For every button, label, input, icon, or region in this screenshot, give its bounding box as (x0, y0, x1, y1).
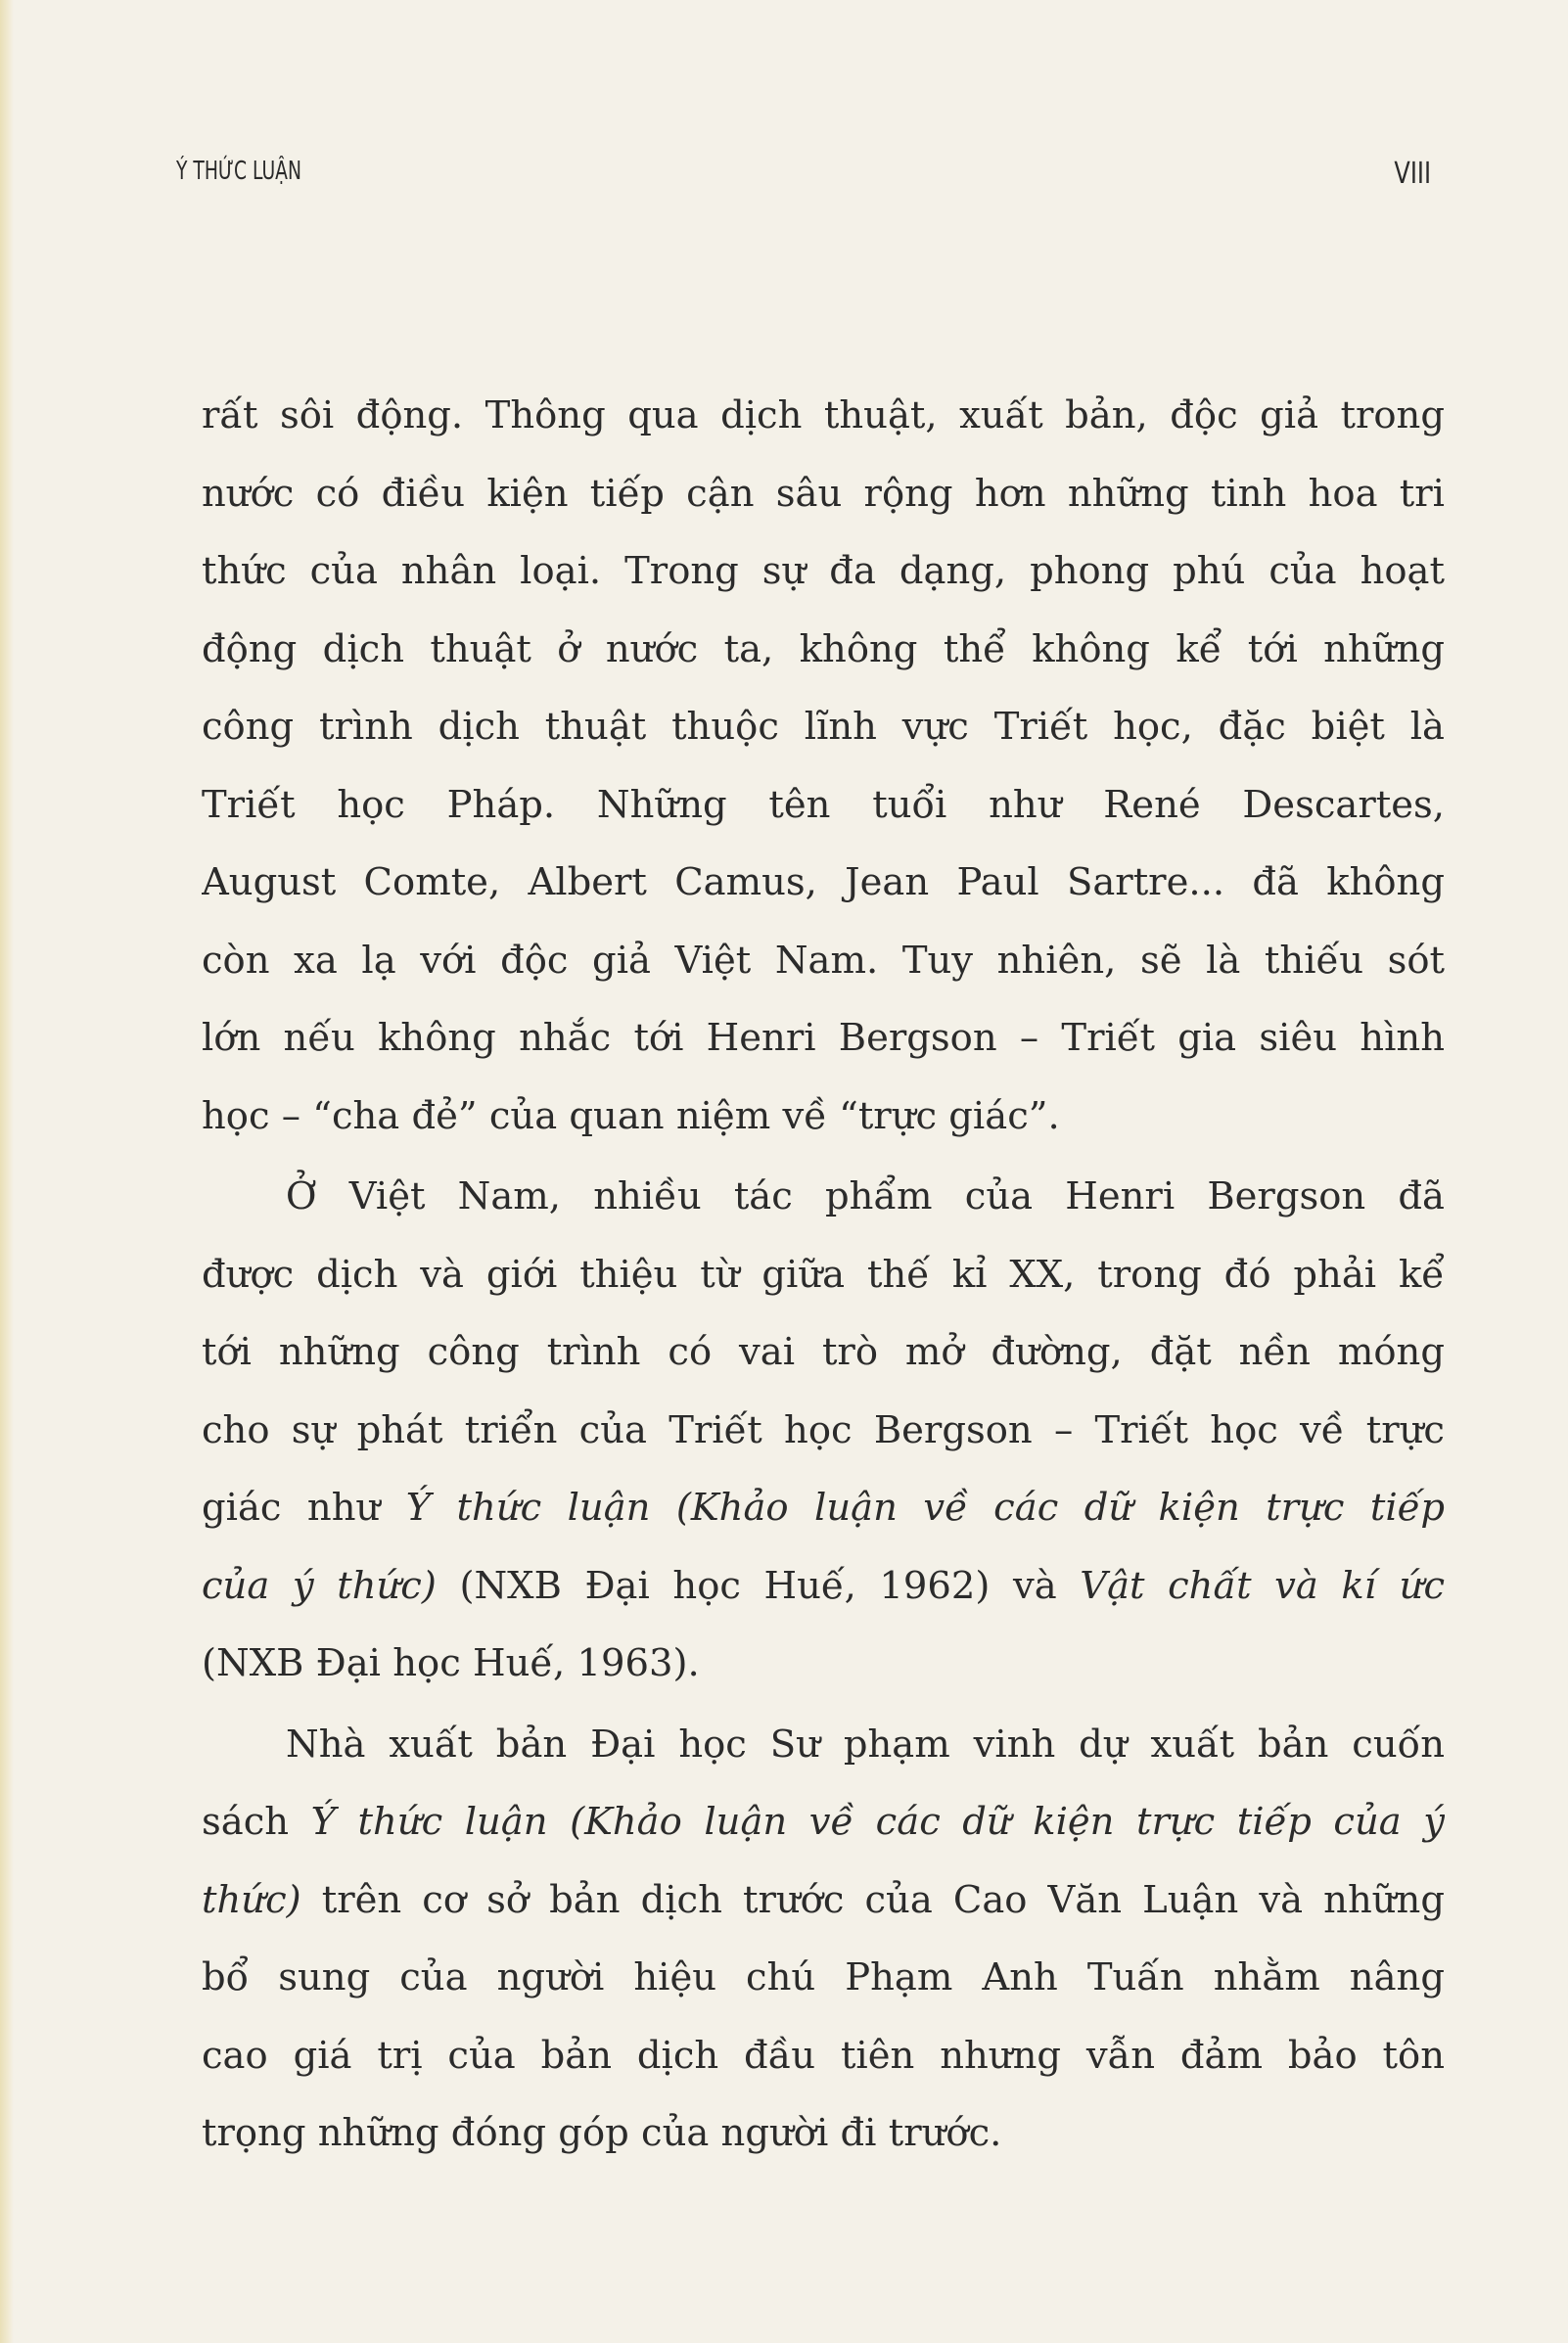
text-line: được dịch và giới thiệu từ giữa thế kỉ XX, trong đó phải kể (202, 1252, 1445, 1297)
text-run: trên cơ sở bản dịch trước của Cao Văn Luận và những (300, 1877, 1445, 1922)
text-line: động dịch thuật ở nước ta, không thể không kể tới những (202, 626, 1445, 671)
text-line: nước có điều kiện tiếp cận sâu rộng hơn những tinh hoa tri (202, 471, 1445, 516)
text-line: còn xa lạ với độc giả Việt Nam. Tuy nhiên, sẽ là thiếu sót (202, 938, 1445, 983)
page-header (176, 157, 1431, 215)
page-number: VIII (1394, 157, 1431, 191)
page-edge (0, 0, 14, 2343)
text-line (202, 1861, 1445, 1940)
paragraph-3 (202, 1706, 1445, 2173)
text-line: bổ sung của người hiệu chú Phạm Anh Tuấn nhằm nâng (202, 1955, 1445, 1999)
text-line: cao giá trị của bản dịch đầu tiên nhưng vẫn đảm bảo tôn (202, 2033, 1445, 2078)
text-line: Ở Việt Nam, nhiều tác phẩm của Henri Bergson đã (286, 1174, 1445, 1218)
paragraph-1 (202, 377, 1445, 1155)
text-line: trọng những đóng góp của người đi trước. (202, 2111, 1002, 2155)
text-line: lớn nếu không nhắc tới Henri Bergson – Triết gia siêu hình (202, 1016, 1445, 1060)
text-line: công trình dịch thuật thuộc lĩnh vực Triết học, đặc biệt là (202, 705, 1445, 749)
book-title: Vật chất và kí ức (1080, 1563, 1445, 1608)
text-line: August Comte, Albert Camus, Jean Paul Sartre... đã không (202, 860, 1445, 904)
text-run: sách (202, 1800, 311, 1844)
text-line: Triết học Pháp. Những tên tuổi như René Descartes, (202, 782, 1445, 827)
text-line: học – “cha đẻ” của quan niệm về “trực giác”. (202, 1093, 1060, 1138)
body-text (202, 377, 1445, 2173)
book-title: Ý thức luận (Khảo luận về các dữ kiện trực tiếp của ý (310, 1800, 1445, 1844)
text-line: rất sôi động. Thông qua dịch thuật, xuất bản, độc giả trong (202, 393, 1445, 437)
paragraph-2 (202, 1158, 1445, 1703)
running-head: Ý THỨC LUẬN (176, 157, 301, 186)
text-line: tới những công trình có vai trò mở đường, đặt nền móng (202, 1330, 1445, 1374)
book-title: Ý thức luận (Khảo luận về các dữ kiện trực tiếp (405, 1486, 1445, 1530)
text-run: (NXB Đại học Huế, 1962) và (436, 1563, 1081, 1608)
text-line: (NXB Đại học Huế, 1963). (202, 1641, 700, 1685)
book-title: của ý thức) (202, 1563, 437, 1608)
text-run: giác như (202, 1486, 406, 1530)
book-title: thức) (202, 1877, 301, 1922)
text-line: Nhà xuất bản Đại học Sư phạm vinh dự xuất bản cuốn (286, 1722, 1445, 1767)
text-line (202, 1783, 1445, 1861)
text-line: thức của nhân loại. Trong sự đa dạng, phong phú của hoạt (202, 549, 1445, 593)
text-line: cho sự phát triển của Triết học Bergson – Triết học về trực (202, 1407, 1445, 1452)
text-line (202, 1469, 1445, 1547)
text-line (202, 1547, 1445, 1626)
